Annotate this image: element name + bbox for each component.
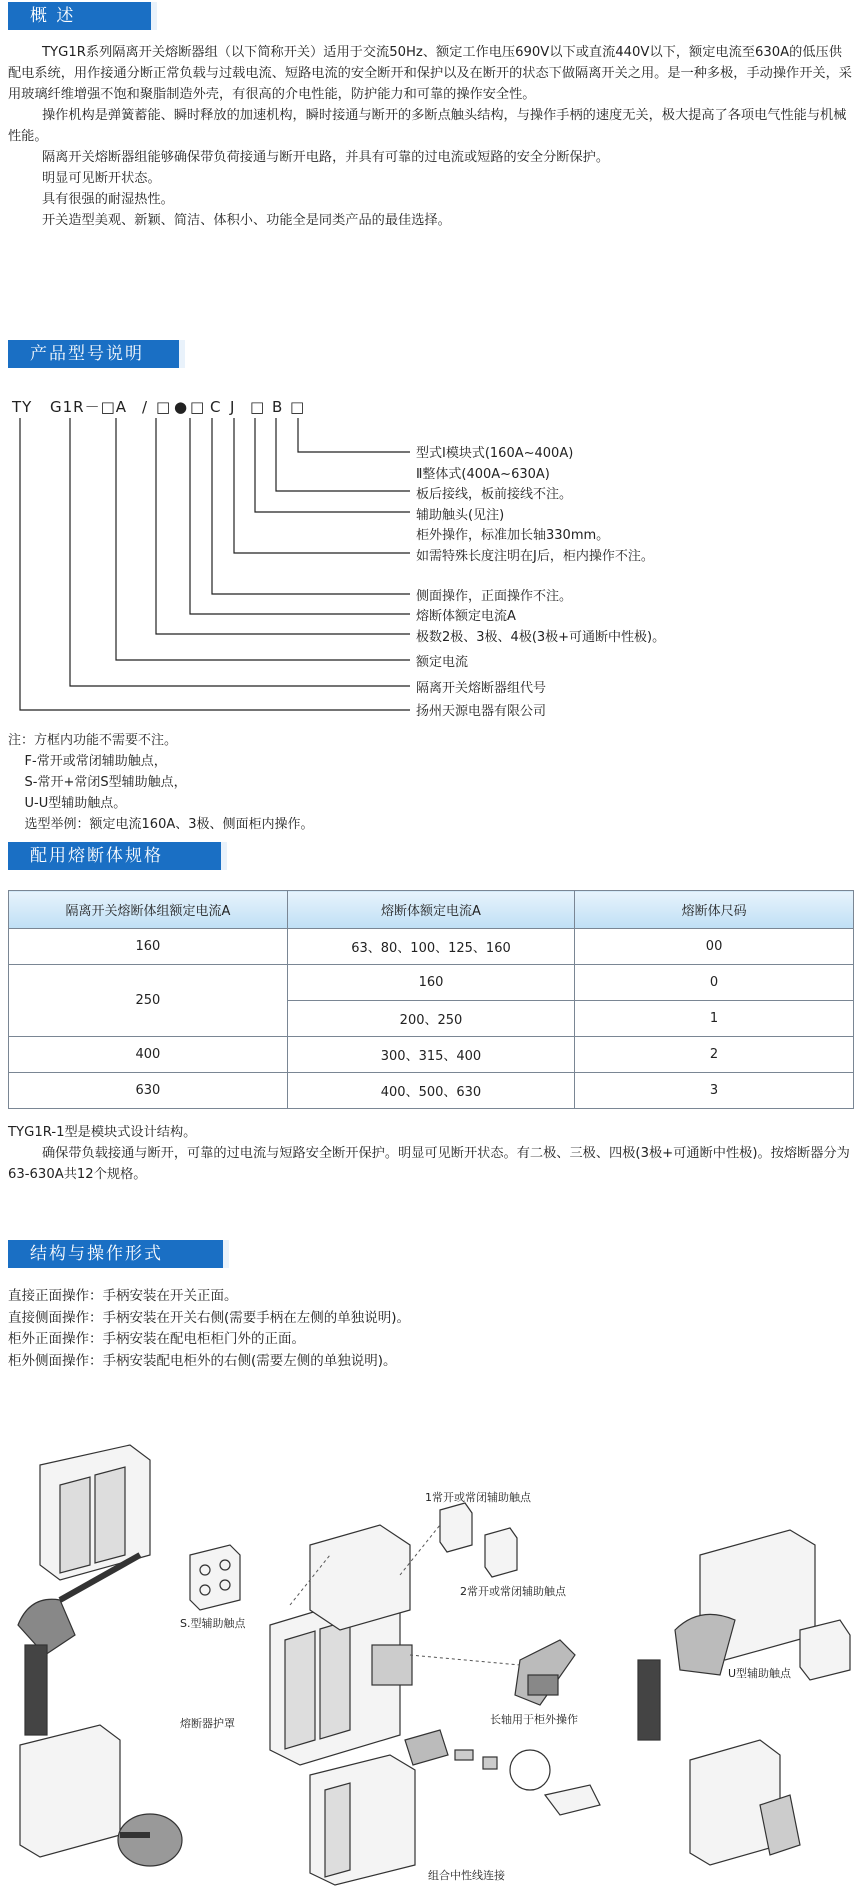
section-heading-fuse: 配用熔断体规格 [8,842,226,870]
table-row [9,965,854,1001]
switch-front-operation-illustration [18,1445,150,1735]
code-part: TY [12,398,33,416]
model-label: 辅助触头(见注) [416,508,505,523]
overview-paragraph: TYG1R系列隔离开关熔断器组（以下简称开关）适用于交流50Hz、额定工作电压690V以下或直流440V以下，额定电流至630A的低压供配电系统，用作接通分断正常负载与过载电流、短路电流的安全断开和保护以及在断开的状态下做隔离开关之用。是一种多极，手动操作开关，采用玻璃纤维增强不饱和聚脂制造外壳，有很高的介电性能，防护能力和可靠的操作安全性。 [8,45,852,102]
model-label: 如需特殊长度注明在J后，柜内操作不注。 [416,549,654,564]
table-cell: 250 [9,965,288,1037]
table-cell: 63、80、100、125、160 [287,929,574,965]
code-part: J [230,398,236,416]
s-type-aux-contact-illustration [190,1545,240,1610]
center-switch-assembly-illustration [270,1525,412,1765]
code-part: □ [190,398,206,416]
structure-lines [8,1286,410,1372]
table-cell: 1 [575,1001,854,1037]
structure-line: 直接正面操作：手柄安装在开关正面。 [8,1288,238,1304]
diagram-label: S.型辅助触点 [180,1617,246,1630]
section-heading-overview: 概 述 [8,2,156,30]
model-label: 额定电流 [416,655,469,670]
model-label: 极数2极、3极、4极(3极+可通断中性极)。 [416,630,666,645]
table-row [9,1037,854,1073]
overview-text [8,42,853,231]
table-cell: 630 [9,1073,288,1109]
overview-paragraph: 明显可见断开状态。 [42,171,161,186]
code-part: □ [290,398,306,416]
model-label: Ⅱ整体式(400A~630A) [416,467,550,482]
product-diagram [0,1405,860,1886]
table-cell: 160 [9,929,288,965]
table-cell: 3 [575,1073,854,1109]
model-label: 扬州天源电器有限公司 [416,704,547,719]
switch-side-operation-illustration [20,1725,182,1866]
model-label: 隔离开关熔断器组代号 [416,681,547,696]
structure-line: 柜外侧面操作：手柄安装配电柜外的右侧(需要左侧的单独说明)。 [8,1352,397,1369]
note-line: U-U型辅助触点。 [8,796,127,811]
table-cell: 0 [575,965,854,1001]
column-header: 熔断体额定电流A [287,891,574,929]
code-part: □ [250,398,266,416]
fuse-spec-table [8,890,854,1109]
model-label: 侧面操作，正面操作不注。 [416,589,573,604]
column-header: 熔断体尺码 [575,891,854,929]
fuse-after-line: TYG1R-1型是模块式设计结构。 [8,1125,197,1140]
structure-line: 柜外正面操作：手柄安装在配电柜柜门外的正面。 [8,1331,305,1347]
model-label: 柜外操作，标准加长轴330mm。 [416,528,610,543]
table-cell: 400 [9,1037,288,1073]
section-heading-model: 产品型号说明 [8,340,184,368]
code-part: B [272,398,284,416]
table-cell: 00 [575,929,854,965]
column-header: 隔离开关熔断体组额定电流A [9,891,288,929]
diagram-label: 熔断器护罩 [180,1717,235,1730]
overview-paragraph: 具有很强的耐湿热性。 [42,192,174,207]
overview-paragraph: 开关造型美观、新颖、简洁、体积小、功能全是同类产品的最佳选择。 [42,213,451,228]
table-cell: 160 [287,965,574,1001]
diagram-label: 1常开或常闭辅助触点 [425,1491,531,1504]
code-part: □ [156,398,172,416]
model-label: 熔断体额定电流A [416,609,516,624]
code-part: / [142,398,149,416]
table-row [9,1073,854,1109]
product-drawing [0,1405,860,1886]
structure-line: 直接侧面操作：手柄安装在开关右侧(需要手柄在左侧的单独说明)。 [8,1309,411,1326]
table-header-row [9,891,854,929]
table-cell: 400、500、630 [287,1073,574,1109]
neutral-connection-illustration [310,1755,415,1885]
mounting-parts-illustration [405,1730,600,1815]
code-part: C [210,398,222,416]
diagram-label: 长轴用于柜外操作 [490,1713,578,1726]
u-type-aux-contact-illustration [638,1530,850,1740]
fuse-after-line: 确保带负载接通与断开，可靠的过电流与短路安全断开保护。明显可见断开状态。有二极、三极、四极(3极+可通断中性极)。按熔断器分为63-630A共12个规格。 [8,1146,850,1182]
table-cell: 300、315、400 [287,1037,574,1073]
diagram-label: 组合中性线连接 [428,1869,505,1882]
note-line: S-常开+常闭S型辅助触点， [8,775,187,790]
overview-paragraph: 隔离开关熔断器组能够确保带负荷接通与断开电路，并具有可靠的过电流或短路的安全分断保护。 [42,150,610,165]
table-cell: 200、250 [287,1001,574,1037]
diagram-label: U型辅助触点 [728,1667,792,1680]
diagram-label: 2常开或常闭辅助触点 [460,1585,566,1598]
note-line: 注：方框内功能不需要不注。 [8,733,178,748]
model-label: 型式Ⅰ模块式(160A~400A) [416,446,574,461]
long-shaft-handle-illustration [515,1640,575,1705]
section-heading-structure: 结构与操作形式 [8,1240,228,1268]
overview-paragraph: 操作机构是弹簧蓄能、瞬时释放的加速机构，瞬时接通与断开的多断点触头结构，与操作手柄的速度无关，极大提高了各项电气性能与机械性能。 [8,108,847,144]
fuse-after-text [8,1122,853,1185]
note-line: 选型举例：额定电流160A、3极、侧面柜内操作。 [8,817,314,832]
code-part: G1R－□A [50,398,128,416]
switch-external-side-illustration [690,1740,800,1865]
code-part: ● [174,398,189,416]
table-row [9,929,854,965]
table-cell: 2 [575,1037,854,1073]
model-label: 板后接线，板前接线不注。 [416,487,573,502]
model-notes [8,730,314,835]
note-line: F-常开或常闭辅助触点， [8,754,167,769]
aux-contact-no-nc-illustration [440,1503,517,1577]
